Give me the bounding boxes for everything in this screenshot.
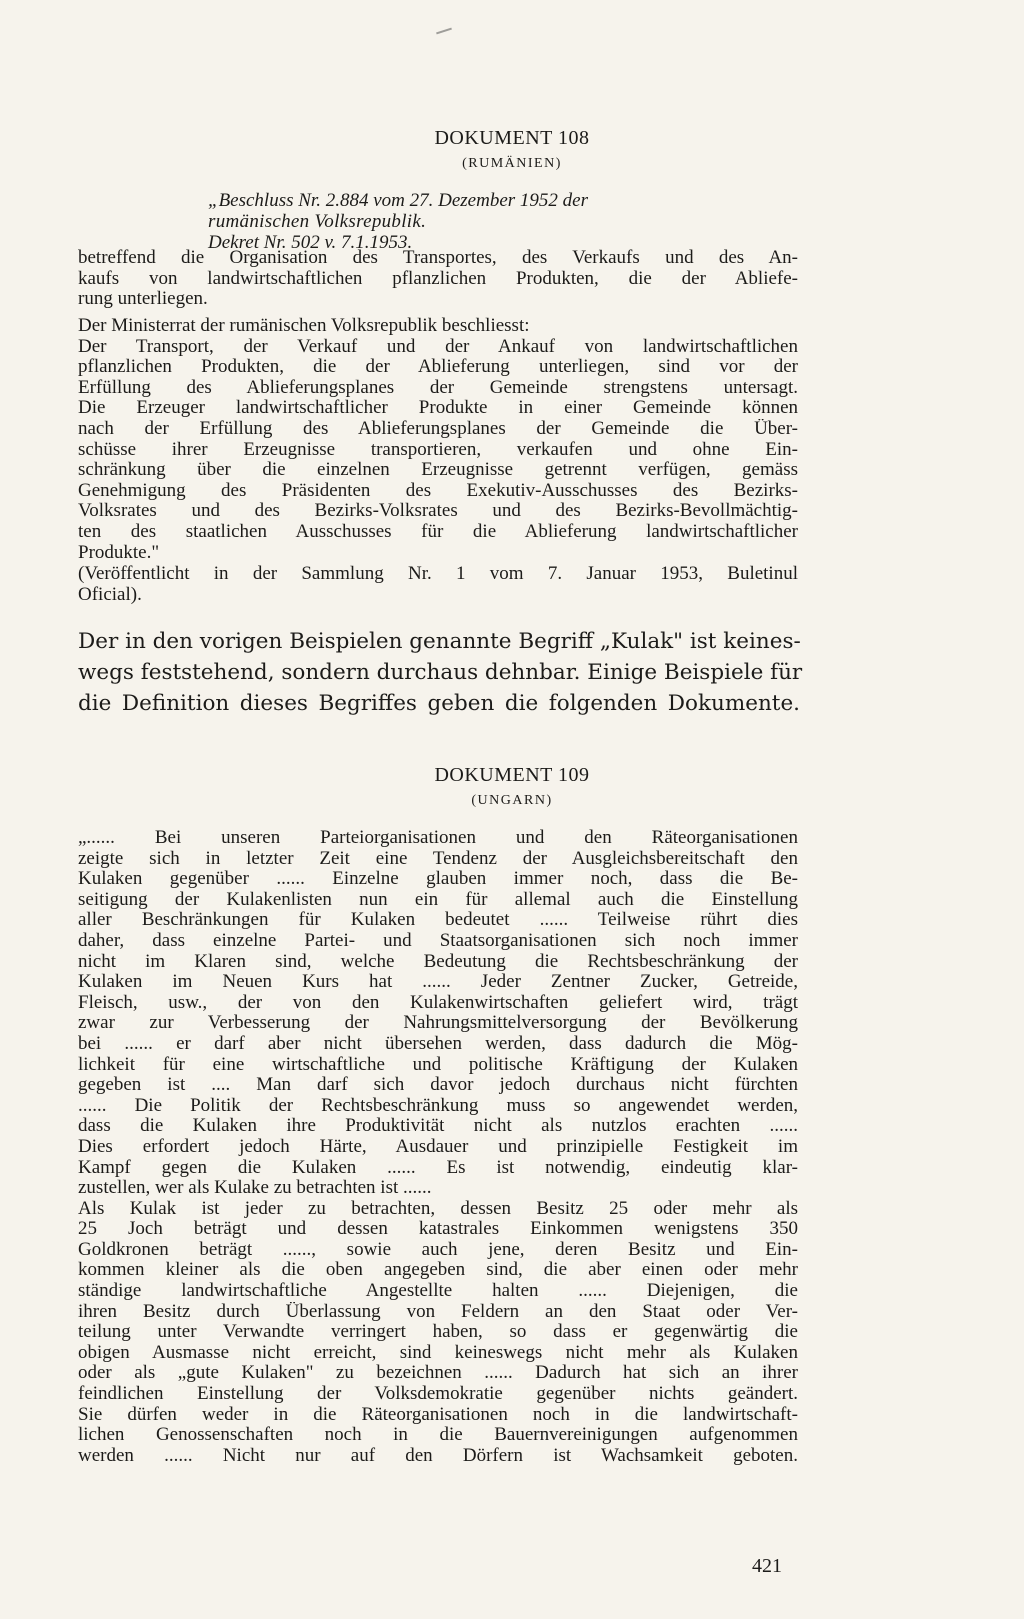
ink-mark <box>436 28 452 35</box>
text-line: aller Beschränkungen für Kulaken bedeutet ...... Teilweise rührt dies <box>78 910 798 931</box>
text-line: (Veröffentlicht in der Sammlung Nr. 1 vom 7. Januar 1953, Buletinul <box>78 564 798 584</box>
text-line: die Definition dieses Begriffes geben die folgenden Dokumente. <box>78 691 800 716</box>
text-line: Der Transport, der Verkauf und der Ankauf von landwirtschaftlichen <box>78 336 798 357</box>
text-line: Genehmigung des Präsidenten des Exekutiv-Ausschusses des Bezirks- <box>78 480 798 501</box>
text-line: Kulaken gegenüber ...... Einzelne glauben immer noch, dass die Be- <box>78 869 798 890</box>
title-line: „Beschluss Nr. 2.884 vom 27. Dezember 1952 der <box>208 190 588 211</box>
text-line: Oficial). <box>78 584 142 605</box>
text-line: kommen kleiner als die oben angegeben sind, die aber einen oder mehr <box>78 1260 798 1281</box>
text-line: Der in den vorigen Beispielen genannte Begriff „Kulak" ist keines- <box>78 629 801 654</box>
document-108-title <box>208 190 768 253</box>
text-line: Volksrates und des Bezirks-Volksrates und des Bezirks-Bevollmächtig- <box>78 501 798 522</box>
document-108-source <box>78 564 798 605</box>
text-line: daher, dass einzelne Partei- und Staatsorganisationen sich noch immer <box>78 930 798 951</box>
document-108-country: (RUMÄNIEN) <box>462 156 562 171</box>
text-line: Als Kulak ist jeder zu betrachten, dessen Besitz 25 oder mehr als <box>78 1198 798 1219</box>
text-line: Erfüllung des Ablieferungsplanes der Gemeinde strengstens untersagt. <box>78 377 798 398</box>
text-line: ten des staatlichen Ausschusses für die Ablieferung landwirtschaftlicher <box>78 521 798 542</box>
document-108-heading: DOKUMENT 108 <box>434 127 590 149</box>
text-line: zwar zur Verbesserung der Nahrungsmittelversorgung der Bevölkerung <box>78 1013 798 1034</box>
title-line: rumänischen Volksrepublik. <box>208 211 427 232</box>
document-109-heading: DOKUMENT 109 <box>434 764 590 786</box>
text-line: lichen Genossenschaften noch in die Bauernvereinigungen aufgenommen <box>78 1425 798 1446</box>
text-line: obigen Ausmasse nicht erreicht, sind keineswegs nicht mehr als Kulaken <box>78 1342 798 1363</box>
text-line: teilung unter Verwandte verringert haben, so dass er gegenwärtig die <box>78 1322 798 1343</box>
text-line: gegeben ist .... Man darf sich davor jedoch durchaus nicht fürchten <box>78 1075 798 1096</box>
text-line: rung unterliegen. <box>78 289 208 310</box>
text-line: oder als „gute Kulaken" zu bezeichnen ...... Dadurch hat sich an ihrer <box>78 1363 798 1384</box>
text-line: nach der Erfüllung des Ablieferungsplanes der Gemeinde die Über- <box>78 418 798 439</box>
text-line: schränkung über die einzelnen Erzeugnisse getrennt verfügen, gemäss <box>78 460 798 481</box>
text-line: ständige landwirtschaftliche Angestellte halten ...... Diejenigen, die <box>78 1281 798 1302</box>
text-line: bei ...... er darf aber nicht übersehen werden, dass dadurch die Mög- <box>78 1033 798 1054</box>
text-line: wegs feststehend, sondern durchaus dehnbar. Einige Beispiele für <box>78 660 803 685</box>
text-line: Fleisch, usw., der von den Kulakenwirtschaften geliefert wird, trägt <box>78 992 798 1013</box>
text-line: Dies erfordert jedoch Härte, Ausdauer und prinzipielle Festigkeit im <box>78 1136 798 1157</box>
document-109-body <box>78 828 798 1466</box>
text-line: zeigte sich in letzter Zeit eine Tendenz der Ausgleichsbereitschaft den <box>78 848 798 869</box>
text-line: nicht im Klaren sind, welche Bedeutung die Rechtsbeschränkung der <box>78 951 798 972</box>
text-line: 25 Joch beträgt und dessen katastrales Einkommen wenigstens 350 <box>78 1219 798 1240</box>
text-line: pflanzlichen Produkten, die der Ablieferung unterliegen, sind vor der <box>78 357 798 378</box>
text-line: lichkeit für eine wirtschaftliche und politische Kräftigung der Kulaken <box>78 1054 798 1075</box>
text-line: werden ...... Nicht nur auf den Dörfern ist Wachsamkeit geboten. <box>78 1445 798 1466</box>
page-number: 421 <box>752 1555 782 1577</box>
text-line: Kulaken im Neuen Kurs hat ...... Jeder Zentner Zucker, Getreide, <box>78 972 798 993</box>
text-line: betreffend die Organisation des Transportes, des Verkaufs und des An- <box>78 248 798 268</box>
text-line: schüsse ihrer Erzeugnisse transportieren, verkaufen und ohne Ein- <box>78 439 798 460</box>
text-line: Die Erzeuger landwirtschaftlicher Produkte in einer Gemeinde können <box>78 398 798 419</box>
text-line: Kampf gegen die Kulaken ...... Es ist notwendig, eindeutig klar- <box>78 1157 798 1178</box>
text-line: ...... Die Politik der Rechtsbeschränkung muss so angewendet werden, <box>78 1095 798 1116</box>
text-line: Goldkronen beträgt ......, sowie auch jene, deren Besitz und Ein- <box>78 1239 798 1260</box>
title-line: Dekret Nr. 502 v. 7.1.1953. <box>208 232 413 253</box>
text-line: kaufs von landwirtschaftlichen pflanzlichen Produkten, die der Abliefe- <box>78 268 798 289</box>
text-line: dass die Kulaken ihre Produktivität nicht als nutzlos erachten ...... <box>78 1116 798 1137</box>
text-line: Sie dürfen weder in die Räteorganisationen noch in die landwirtschaft- <box>78 1404 798 1425</box>
document-108-body <box>78 316 798 563</box>
text-line: ihren Besitz durch Überlassung von Feldern an den Staat oder Ver- <box>78 1301 798 1322</box>
commentary-paragraph <box>78 626 803 719</box>
text-line: seitigung der Kulakenlisten nun ein für allemal auch die Einstellung <box>78 889 798 910</box>
text-line: Produkte." <box>78 542 160 563</box>
text-line: zustellen, wer als Kulake zu betrachten ist ...... <box>78 1178 432 1199</box>
document-108-intro <box>78 248 798 310</box>
text-line: „...... Bei unseren Parteiorganisationen und den Räteorganisationen <box>78 828 798 848</box>
text-line: Der Ministerrat der rumänischen Volksrepublik beschliesst: <box>78 316 530 336</box>
document-109-country: (UNGARN) <box>471 793 553 808</box>
text-line: feindlichen Einstellung der Volksdemokratie gegenüber nichts geändert. <box>78 1384 798 1405</box>
